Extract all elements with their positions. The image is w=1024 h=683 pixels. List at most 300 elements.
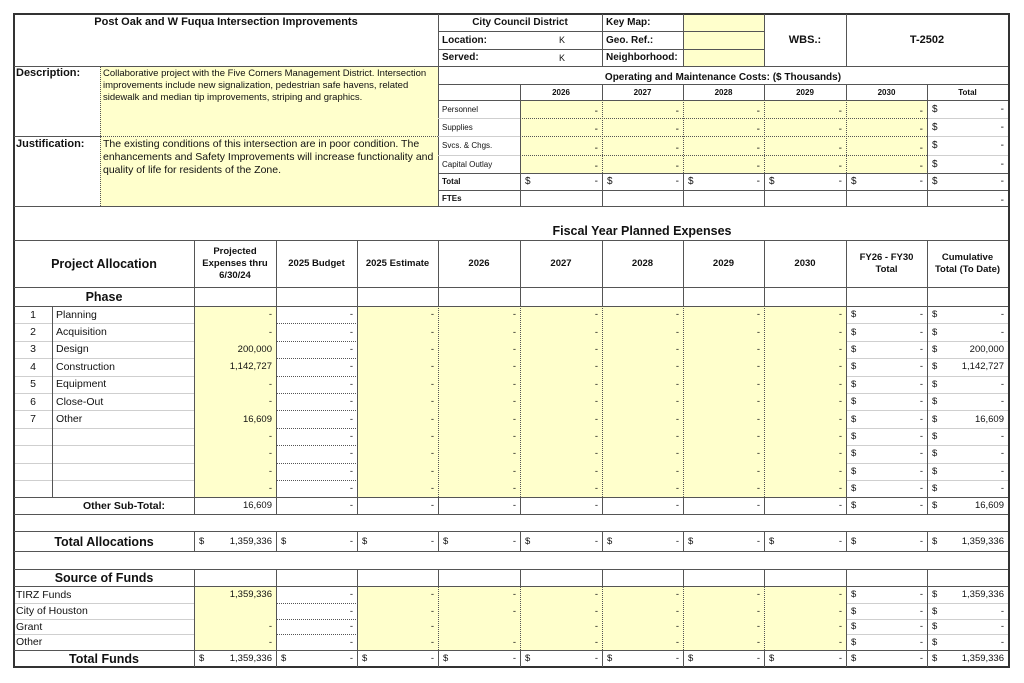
- grid-line: [194, 306, 195, 497]
- amount: -: [919, 536, 923, 547]
- om-total-label: Total: [442, 177, 461, 186]
- phase-cell[interactable]: -: [764, 463, 846, 480]
- grid-line: [520, 118, 927, 119]
- grid-line: [14, 66, 1008, 67]
- grid-line: [438, 84, 1008, 85]
- amount: -: [919, 589, 923, 600]
- fund-cell[interactable]: -: [764, 619, 846, 634]
- allocation-col-header: 2025 Estimate: [365, 258, 430, 269]
- fiscal-year-title: Fiscal Year Planned Expenses: [552, 224, 732, 238]
- phase-cell[interactable]: 16,609: [194, 410, 276, 427]
- currency-symbol: $: [932, 605, 938, 617]
- phase-cell[interactable]: -: [438, 393, 520, 410]
- justification-text[interactable]: The existing conditions of this intersection are in poor condition. The enhancements and Safety Improvements will increase functionality and quality of life for residents of the Zone.: [100, 136, 438, 206]
- phase-cell[interactable]: -: [683, 376, 764, 393]
- phase-cell[interactable]: -: [194, 393, 276, 410]
- currency-symbol: $: [851, 309, 857, 321]
- fund-cell[interactable]: -: [520, 586, 602, 603]
- currency-symbol: $: [932, 361, 938, 373]
- subtotal-cell: 16,609: [242, 500, 272, 511]
- phase-cell: -: [349, 465, 353, 477]
- om-cell-input[interactable]: -: [602, 136, 683, 155]
- council-district-label: City Council District: [472, 17, 568, 28]
- phase-cell[interactable]: -: [764, 306, 846, 323]
- amount: -: [756, 536, 760, 547]
- phase-cell: -: [349, 378, 353, 390]
- om-cell-input[interactable]: -: [602, 118, 683, 136]
- amount: 1,359,336: [961, 653, 1004, 664]
- grid-line: [438, 14, 439, 206]
- grid-line: [194, 650, 195, 667]
- phase-name: Other: [56, 413, 83, 426]
- amount: 16,609: [974, 413, 1004, 425]
- phase-cell[interactable]: -: [194, 463, 276, 480]
- phase-number: 4: [30, 360, 36, 373]
- phase-cell[interactable]: -: [520, 480, 602, 497]
- phase-cell[interactable]: -: [520, 463, 602, 480]
- phase-cell[interactable]: -: [438, 480, 520, 497]
- grid-line: [927, 586, 928, 650]
- fund-cell[interactable]: -: [602, 603, 683, 619]
- phase-number: 1: [30, 308, 36, 321]
- phase-name: Design: [56, 343, 89, 356]
- fund-cell[interactable]: -: [764, 586, 846, 603]
- currency-symbol: $: [769, 536, 775, 547]
- grid-line: [846, 650, 847, 667]
- phase-cell: -: [349, 483, 353, 495]
- amount: -: [919, 605, 923, 617]
- phase-name: Planning: [56, 308, 97, 321]
- amount: -: [838, 653, 842, 664]
- om-cell-input[interactable]: -: [764, 118, 846, 136]
- om-cell-input[interactable]: -: [683, 155, 764, 173]
- fund-source-name: Grant: [16, 620, 43, 633]
- grid-line: [438, 650, 439, 667]
- phase-cell[interactable]: -: [520, 323, 602, 340]
- om-cell-input[interactable]: -: [683, 118, 764, 136]
- currency-symbol: $: [281, 653, 287, 664]
- phase-cell[interactable]: -: [357, 376, 438, 393]
- fund-cell[interactable]: -: [602, 634, 683, 650]
- description-text[interactable]: Collaborative project with the Five Corners Management District. Intersection improvements include new signalization, pedestrian safe havens, related sidewalk and median tip improvements, striping and graphics.: [100, 66, 438, 136]
- currency-symbol: $: [932, 158, 938, 170]
- currency-symbol: $: [932, 121, 938, 133]
- grid-line: [602, 497, 603, 514]
- grid-line: [602, 14, 603, 66]
- phase-cell[interactable]: -: [683, 341, 764, 358]
- currency-symbol: $: [932, 378, 938, 390]
- allocation-col-header: 2029: [712, 258, 735, 269]
- amount: -: [838, 176, 842, 187]
- phase-number: 6: [30, 395, 36, 408]
- grid-line: [683, 84, 684, 100]
- om-cell-input[interactable]: -: [520, 136, 602, 155]
- currency-symbol: $: [851, 430, 857, 442]
- phase-cell[interactable]: -: [683, 358, 764, 375]
- grid-line: [194, 586, 195, 650]
- currency-symbol: $: [607, 536, 613, 547]
- currency-symbol: $: [851, 621, 857, 632]
- phase-cell[interactable]: -: [764, 480, 846, 497]
- grid-line: [276, 531, 277, 551]
- amount: -: [919, 413, 923, 425]
- phase-cell[interactable]: -: [357, 428, 438, 445]
- phase-cell[interactable]: -: [194, 306, 276, 323]
- om-col-header: 2027: [633, 87, 652, 97]
- phase-cell[interactable]: -: [357, 358, 438, 375]
- grid-line: [14, 586, 1008, 587]
- currency-symbol: $: [932, 309, 938, 321]
- om-col-header: 2029: [796, 87, 814, 97]
- phase-cell[interactable]: -: [357, 393, 438, 410]
- phase-name: Acquisition: [56, 326, 107, 339]
- fund-cell[interactable]: -: [357, 586, 438, 603]
- phase-cell[interactable]: -: [602, 445, 683, 462]
- amount: -: [430, 536, 434, 547]
- grid-line: [14, 240, 1008, 241]
- phase-number: 7: [30, 413, 36, 426]
- amount: 200,000: [969, 343, 1004, 355]
- phase-cell[interactable]: -: [438, 323, 520, 340]
- grid-line: [276, 650, 277, 667]
- phase-cell: -: [349, 326, 353, 338]
- fund-cell[interactable]: -: [194, 634, 276, 650]
- fund-cell[interactable]: -: [764, 603, 846, 619]
- grid-line: [764, 14, 765, 66]
- grid-line: [683, 306, 684, 497]
- phase-cell[interactable]: -: [194, 445, 276, 462]
- grid-line: [357, 240, 358, 306]
- grid-line: [846, 100, 847, 173]
- currency-symbol: $: [688, 176, 694, 187]
- phase-cell[interactable]: -: [602, 358, 683, 375]
- grid-line: [14, 514, 1008, 515]
- phase-cell[interactable]: -: [764, 410, 846, 427]
- phase-cell[interactable]: -: [602, 323, 683, 340]
- om-cell-input[interactable]: -: [846, 155, 927, 173]
- grid-line: [846, 306, 847, 497]
- phase-heading: Phase: [85, 290, 123, 304]
- currency-symbol: $: [932, 140, 938, 151]
- grid-line: [438, 306, 439, 497]
- grid-line: [927, 118, 1008, 119]
- served-label: Served:: [442, 52, 479, 63]
- grid-line: [927, 136, 1008, 137]
- phase-cell[interactable]: -: [602, 428, 683, 445]
- phase-cell[interactable]: -: [520, 376, 602, 393]
- amount: -: [1000, 605, 1004, 617]
- fund-cell[interactable]: -: [438, 586, 520, 603]
- amount: -: [919, 483, 923, 495]
- currency-symbol: $: [443, 653, 449, 664]
- currency-symbol: $: [932, 621, 938, 632]
- location-value: K: [558, 35, 565, 45]
- subtotal-cell: -: [512, 500, 516, 511]
- phase-cell[interactable]: -: [764, 376, 846, 393]
- phase-cell[interactable]: -: [602, 393, 683, 410]
- total-allocations-label: Total Allocations: [54, 534, 154, 549]
- phase-cell[interactable]: -: [764, 445, 846, 462]
- fund-cell[interactable]: -: [683, 619, 764, 634]
- amount: 1,359,336: [229, 653, 272, 664]
- currency-symbol: $: [851, 589, 857, 600]
- amount: -: [1000, 326, 1004, 338]
- project-title: Post Oak and W Fuqua Intersection Improvements: [94, 16, 358, 28]
- currency-symbol: $: [769, 653, 775, 664]
- amount: -: [675, 536, 679, 547]
- description-label: Description:: [16, 67, 81, 79]
- wbs-label: WBS.:: [788, 34, 822, 46]
- grid-line: [14, 497, 1008, 498]
- geo-ref-label: Geo. Ref.:: [606, 34, 654, 46]
- currency-symbol: $: [199, 653, 205, 664]
- phase-cell[interactable]: -: [683, 393, 764, 410]
- phase-cell[interactable]: -: [764, 393, 846, 410]
- fund-cell[interactable]: -: [602, 586, 683, 603]
- phase-cell[interactable]: -: [520, 428, 602, 445]
- om-cell-input[interactable]: -: [846, 100, 927, 118]
- phase-cell[interactable]: -: [357, 410, 438, 427]
- phase-cell[interactable]: -: [357, 306, 438, 323]
- amount: 16,609: [974, 500, 1004, 511]
- currency-symbol: $: [443, 536, 449, 547]
- om-cell-input[interactable]: -: [520, 155, 602, 173]
- subtotal-cell: -: [594, 500, 598, 511]
- phase-cell[interactable]: -: [764, 358, 846, 375]
- grid-line: [683, 14, 684, 66]
- fund-cell[interactable]: -: [438, 634, 520, 650]
- grid-line: [764, 497, 765, 514]
- amount: -: [756, 653, 760, 664]
- grid-line: [520, 306, 521, 497]
- phase-cell[interactable]: -: [357, 463, 438, 480]
- currency-symbol: $: [525, 653, 531, 664]
- grid-line: [602, 586, 603, 650]
- amount: -: [1000, 176, 1004, 187]
- om-row-label: Supplies: [442, 122, 473, 132]
- currency-symbol: $: [851, 361, 857, 373]
- source-of-funds-heading: Source of Funds: [54, 570, 154, 585]
- fund-cell[interactable]: -: [357, 603, 438, 619]
- phase-cell[interactable]: -: [194, 376, 276, 393]
- phase-cell[interactable]: -: [602, 376, 683, 393]
- phase-cell[interactable]: -: [438, 410, 520, 427]
- grid-line: [14, 306, 1008, 307]
- amount: -: [919, 326, 923, 338]
- phase-cell[interactable]: -: [683, 306, 764, 323]
- phase-name: Construction: [56, 360, 115, 373]
- phase-cell[interactable]: -: [764, 428, 846, 445]
- phase-cell: -: [349, 396, 353, 408]
- allocation-col-header: 2028: [631, 258, 654, 269]
- grid-line: [438, 240, 439, 306]
- om-cell-input[interactable]: -: [764, 100, 846, 118]
- phase-cell[interactable]: -: [520, 341, 602, 358]
- grid-line: [14, 206, 1008, 207]
- grid-line: [764, 650, 765, 667]
- grid-line: [683, 240, 684, 306]
- phase-cell[interactable]: -: [520, 358, 602, 375]
- amount: -: [1000, 636, 1004, 648]
- om-cell-input[interactable]: -: [764, 155, 846, 173]
- grid-line: [52, 306, 53, 497]
- currency-symbol: $: [362, 536, 368, 547]
- phase-cell: -: [349, 430, 353, 442]
- grid-line: [14, 136, 100, 137]
- phase-cell[interactable]: -: [602, 463, 683, 480]
- om-cell-input[interactable]: -: [602, 100, 683, 118]
- grid-line: [520, 84, 521, 100]
- fund-cell[interactable]: -: [520, 634, 602, 650]
- phase-cell[interactable]: -: [602, 480, 683, 497]
- grid-line: [438, 49, 764, 50]
- phase-cell[interactable]: -: [438, 428, 520, 445]
- currency-symbol: $: [851, 483, 857, 495]
- phase-cell[interactable]: -: [438, 358, 520, 375]
- fund-cell: -: [349, 621, 353, 632]
- amount: -: [430, 653, 434, 664]
- fund-cell[interactable]: -: [357, 634, 438, 650]
- phase-cell: -: [349, 343, 353, 355]
- ftes-label: FTEs: [442, 193, 462, 203]
- amount: -: [1000, 103, 1004, 115]
- om-cell-input[interactable]: -: [846, 136, 927, 155]
- fund-cell[interactable]: -: [438, 603, 520, 619]
- currency-symbol: $: [525, 176, 531, 187]
- grid-line: [683, 569, 684, 586]
- served-value: K: [558, 52, 565, 63]
- fund-cell[interactable]: -: [194, 619, 276, 634]
- grid-line: [438, 31, 602, 32]
- om-cell-input[interactable]: -: [683, 136, 764, 155]
- phase-cell[interactable]: -: [438, 306, 520, 323]
- amount: 1,359,336: [961, 589, 1004, 600]
- fund-cell[interactable]: -: [357, 619, 438, 634]
- grid-line: [14, 287, 1008, 288]
- allocation-col-header: Projected Expenses thru 6/30/24: [202, 246, 268, 281]
- phase-cell[interactable]: -: [683, 463, 764, 480]
- phase-cell[interactable]: -: [357, 323, 438, 340]
- allocation-col-header: FY26 - FY30 Total: [859, 252, 914, 275]
- fund-cell[interactable]: -: [683, 603, 764, 619]
- fund-cell: -: [349, 605, 353, 617]
- phase-cell[interactable]: -: [764, 341, 846, 358]
- grid-line: [276, 306, 277, 497]
- phase-cell[interactable]: -: [357, 445, 438, 462]
- phase-cell[interactable]: -: [438, 463, 520, 480]
- amount: 1,142,727: [961, 361, 1004, 373]
- grid-line: [683, 173, 684, 206]
- fund-cell[interactable]: -: [683, 634, 764, 650]
- phase-cell[interactable]: -: [438, 445, 520, 462]
- currency-symbol: $: [851, 605, 857, 617]
- grid-line: [357, 569, 358, 586]
- phase-cell[interactable]: -: [194, 428, 276, 445]
- total-funds-label: Total Funds: [69, 651, 139, 666]
- currency-symbol: $: [932, 396, 938, 408]
- grid-line: [602, 173, 603, 206]
- phase-cell[interactable]: -: [357, 480, 438, 497]
- phase-cell[interactable]: -: [602, 410, 683, 427]
- grid-line: [846, 240, 847, 306]
- phase-cell[interactable]: -: [357, 341, 438, 358]
- phase-cell[interactable]: -: [520, 410, 602, 427]
- phase-cell[interactable]: 1,142,727: [194, 358, 276, 375]
- grid-line: [276, 586, 277, 650]
- phase-cell[interactable]: -: [683, 428, 764, 445]
- phase-cell[interactable]: -: [194, 480, 276, 497]
- phase-cell[interactable]: -: [194, 323, 276, 340]
- phase-cell[interactable]: -: [683, 480, 764, 497]
- currency-symbol: $: [281, 536, 287, 547]
- currency-symbol: $: [932, 536, 938, 547]
- grid-line: [520, 136, 927, 137]
- grid-line: [927, 531, 928, 551]
- phase-cell[interactable]: -: [438, 341, 520, 358]
- amount: -: [1000, 396, 1004, 408]
- om-cell-input[interactable]: -: [520, 118, 602, 136]
- phase-cell[interactable]: -: [602, 306, 683, 323]
- currency-symbol: $: [932, 448, 938, 460]
- grid-line: [520, 531, 521, 551]
- grid-line: [683, 650, 684, 667]
- grid-line: [927, 84, 928, 206]
- grid-line: [520, 497, 521, 514]
- currency-symbol: $: [932, 430, 938, 442]
- phase-cell[interactable]: -: [683, 323, 764, 340]
- grid-line: [846, 569, 847, 586]
- amount: -: [1000, 448, 1004, 460]
- amount: -: [1000, 140, 1004, 151]
- phase-cell[interactable]: -: [602, 341, 683, 358]
- grid-line: [846, 497, 847, 514]
- om-cell-input[interactable]: -: [683, 100, 764, 118]
- grid-line: [194, 531, 195, 551]
- phase-cell[interactable]: -: [520, 445, 602, 462]
- grid-line: [14, 531, 1008, 532]
- om-cell-input[interactable]: -: [846, 118, 927, 136]
- phase-cell[interactable]: -: [683, 445, 764, 462]
- phase-cell: -: [349, 309, 353, 321]
- phase-cell[interactable]: -: [764, 323, 846, 340]
- phase-cell[interactable]: -: [520, 306, 602, 323]
- om-col-header: 2030: [877, 87, 896, 97]
- allocation-col-header: 2026: [468, 258, 490, 269]
- currency-symbol: $: [851, 343, 857, 355]
- fund-cell[interactable]: -: [520, 603, 602, 619]
- currency-symbol: $: [851, 413, 857, 425]
- grid-line: [520, 240, 521, 306]
- fund-cell[interactable]: -: [602, 619, 683, 634]
- grid-line: [520, 100, 521, 206]
- amount: -: [1000, 621, 1004, 632]
- phase-cell[interactable]: -: [683, 410, 764, 427]
- fund-cell[interactable]: -: [764, 634, 846, 650]
- phase-cell[interactable]: 200,000: [194, 341, 276, 358]
- grid-line: [194, 497, 195, 514]
- om-col-header: Total: [958, 87, 977, 97]
- phase-cell[interactable]: -: [520, 393, 602, 410]
- om-cell-input[interactable]: -: [520, 100, 602, 118]
- om-cell-input[interactable]: -: [602, 155, 683, 173]
- amount: -: [919, 621, 923, 632]
- om-cell-input[interactable]: -: [764, 136, 846, 155]
- phase-cell[interactable]: -: [438, 376, 520, 393]
- fund-cell[interactable]: 1,359,336: [194, 586, 276, 603]
- fund-cell[interactable]: -: [520, 619, 602, 634]
- fund-cell[interactable]: -: [683, 586, 764, 603]
- grid-line: [438, 100, 1008, 101]
